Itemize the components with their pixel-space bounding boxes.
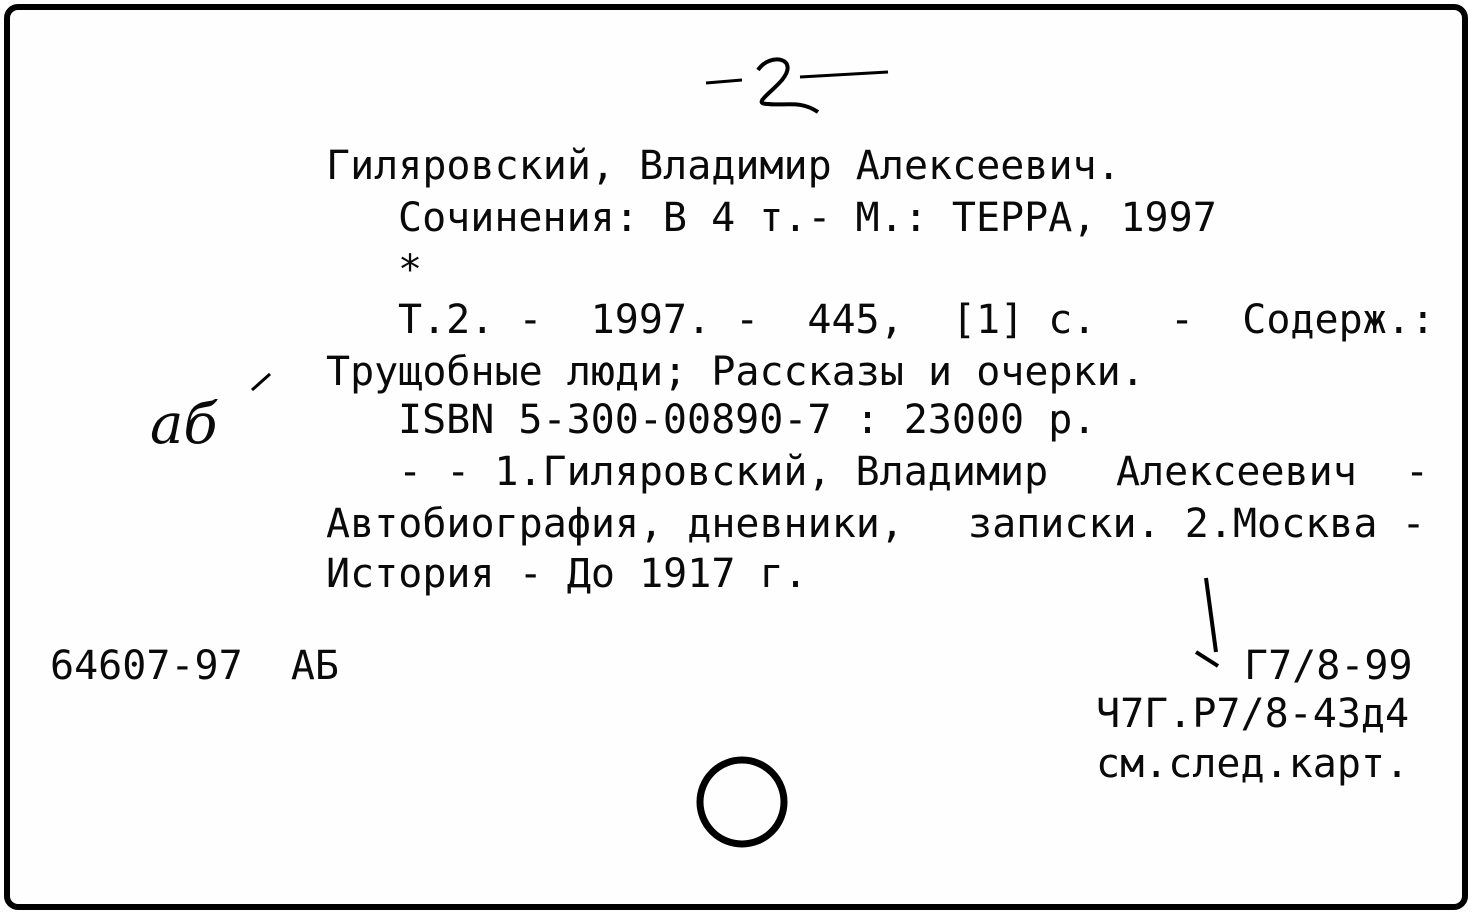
volume-contents-label: - Содерж.:: [1170, 297, 1435, 343]
classification-code-1: Г7/8-99: [1244, 643, 1413, 689]
asterisk: *: [398, 247, 423, 293]
author-line: Гиляровский, Владимир Алексеевич.: [326, 143, 1121, 189]
inventory-number: 64607-97 АБ: [50, 643, 339, 689]
contents-line: Трущобные люди; Рассказы и очерки.: [326, 349, 1145, 395]
subjects-line-2-left: Автобиография, дневники,: [326, 501, 904, 547]
handwritten-mark: аб: [150, 392, 218, 457]
subjects-line-1-right: Алексеевич -: [1116, 449, 1430, 495]
subjects-line-1-left: - - 1.Гиляровский, Владимир: [398, 449, 1049, 495]
classification-code-2: Ч7Г.Р7/8-43д4: [1096, 691, 1410, 737]
see-next-card: см.след.карт.: [1096, 741, 1410, 787]
subjects-line-2-right: записки. 2.Москва -: [968, 501, 1426, 547]
isbn-line: ISBN 5-300-00890-7 : 23000 р.: [398, 397, 1097, 443]
title-line: Сочинения: В 4 т.- М.: ТЕРРА, 1997: [398, 195, 1217, 241]
volume-line: Т.2. - 1997. - 445, [1] с.: [398, 297, 1097, 343]
subjects-line-3: История - До 1917 г.: [326, 551, 808, 597]
